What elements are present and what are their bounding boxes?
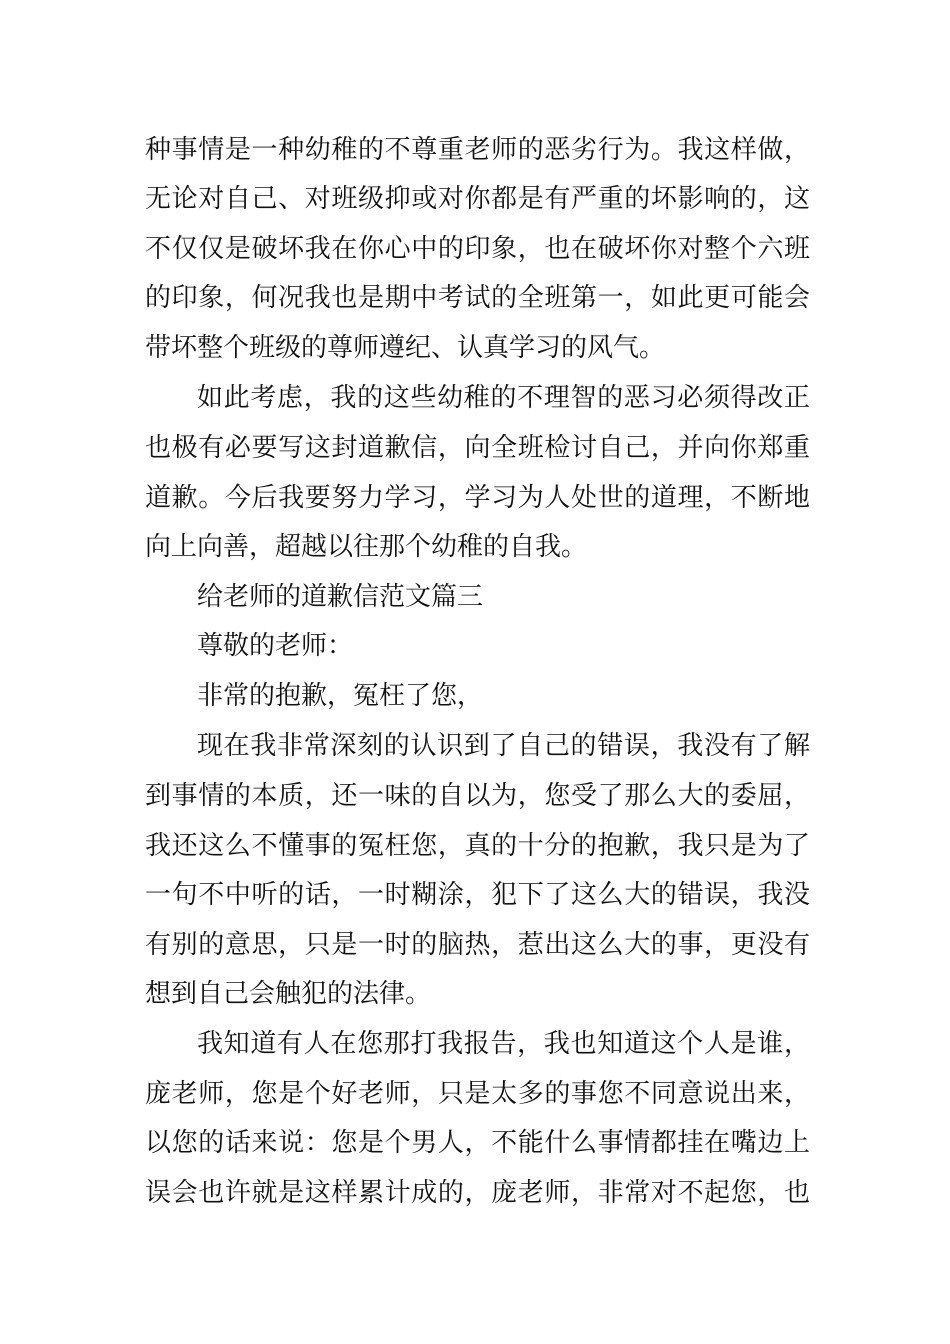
text-line-14: 到事情的本质，还一味的自以为，您受了那么大的委屈， (145, 781, 810, 811)
section-heading: 给老师的道歉信范文篇三 (197, 582, 484, 612)
text-line-20: 庞老师，您是个好老师，只是太多的事您不同意说出来， (145, 1079, 810, 1109)
text-line-9: 向上向善，超越以往那个幼稚的自我。 (145, 532, 588, 562)
text-line-13: 现在我非常深刻的认识到了自己的错误，我没有了解 (197, 731, 810, 761)
text-line-6: 如此考虑，我的这些幼稚的不理智的恶习必须得改正 (197, 383, 810, 413)
text-line-2: 无论对自己、对班级抑或对你都是有严重的坏影响的，这 (145, 184, 810, 214)
text-line-22: 误会也许就是这样累计成的，庞老师，非常对不起您，也 (145, 1178, 810, 1208)
text-line-5: 带坏整个班级的尊师遵纪、认真学习的风气。 (145, 333, 666, 363)
text-line-4: 的印象，何况我也是期中考试的全班第一，如此更可能会 (145, 283, 810, 313)
salutation: 尊敬的老师： (197, 631, 354, 661)
text-line-3: 不仅仅是破坏我在你心中的印象，也在破坏你对整个六班 (145, 234, 810, 264)
text-line-7: 也极有必要写这封道歉信，向全班检讨自己，并向你郑重 (145, 433, 810, 463)
text-line-16: 一句不中听的话，一时糊涂，犯下了这么大的错误，我没 (145, 880, 810, 910)
text-line-18: 想到自己会触犯的法律。 (145, 979, 432, 1009)
text-line-8: 道歉。今后我要努力学习，学习为人处世的道理，不断地 (145, 483, 810, 513)
text-line-1: 种事情是一种幼稚的不尊重老师的恶劣行为。我这样做， (145, 135, 810, 165)
text-line-21: 以您的话来说：您是个男人，不能什么事情都挂在嘴边上 (145, 1128, 810, 1158)
text-line-19: 我知道有人在您那打我报告，我也知道这个人是谁， (197, 1029, 810, 1059)
text-line-12: 非常的抱歉，冤枉了您， (197, 681, 484, 711)
text-line-15: 我还这么不懂事的冤枉您，真的十分的抱歉，我只是为了 (145, 831, 810, 861)
text-line-17: 有别的意思，只是一时的脑热，惹出这么大的事，更没有 (145, 930, 810, 960)
